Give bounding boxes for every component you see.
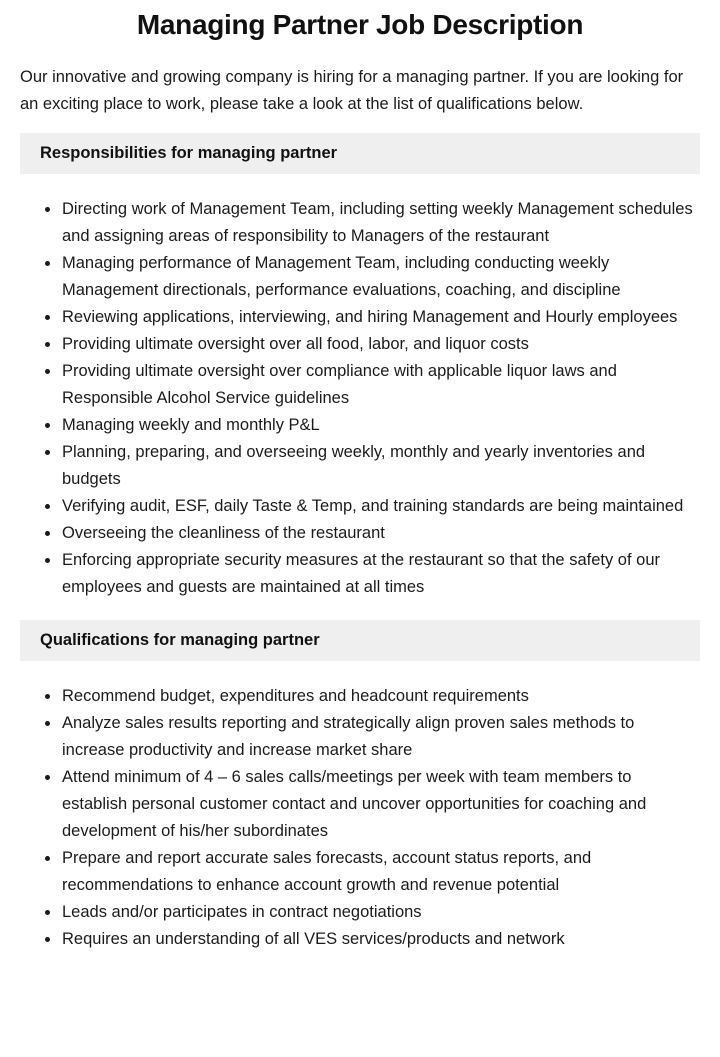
responsibilities-section-heading: Responsibilities for managing partner <box>20 133 700 174</box>
bullet-item: • Planning, preparing, and overseeing weekly, monthly and yearly inventories and budgets <box>61 439 700 493</box>
qualifications-section-heading: Qualifications for managing partner <box>20 620 700 661</box>
bullet-item: • Managing performance of Management Team, including conducting weekly Management directionals, performance evaluations, coaching, and discipline <box>61 250 700 304</box>
qualifications-list <box>20 683 700 953</box>
bullet-item: • Directing work of Management Team, including setting weekly Management schedules and assigning areas of responsibility to Managers of the restaurant <box>61 196 700 250</box>
bullet-item: • Managing weekly and monthly P&L <box>61 412 700 439</box>
bullet-item: • Requires an understanding of all VES services/products and network <box>61 926 700 953</box>
bullet-item: • Leads and/or participates in contract negotiations <box>61 899 700 926</box>
intro-paragraph: Our innovative and growing company is hiring for a managing partner. If you are looking for an exciting place to work, please take a look at the list of qualifications below. <box>20 67 684 113</box>
bullet-item: • Enforcing appropriate security measures at the restaurant so that the safety of our employees and guests are maintained at all times <box>61 547 700 601</box>
responsibilities-list <box>20 196 700 601</box>
bullet-item: • Prepare and report accurate sales forecasts, account status reports, and recommendations to enhance account growth and revenue potential <box>61 845 700 899</box>
bullet-item: • Providing ultimate oversight over all food, labor, and liquor costs <box>61 331 700 358</box>
bullet-item: • Recommend budget, expenditures and headcount requirements <box>61 683 700 710</box>
bullet-item: • Analyze sales results reporting and strategically align proven sales methods to increase productivity and increase market share <box>61 710 700 764</box>
bullet-item: • Overseeing the cleanliness of the restaurant <box>61 520 700 547</box>
bullet-item: • Reviewing applications, interviewing, and hiring Management and Hourly employees <box>61 304 700 331</box>
bullet-item: • Attend minimum of 4 – 6 sales calls/meetings per week with team members to establish personal customer contact and uncover opportunities for coaching and development of his/her subordinates <box>61 764 700 845</box>
bullet-item: • Providing ultimate oversight over compliance with applicable liquor laws and Responsible Alcohol Service guidelines <box>61 358 700 412</box>
page-title: Managing Partner Job Description <box>136 9 584 40</box>
bullet-item: • Verifying audit, ESF, daily Taste & Temp, and training standards are being maintained <box>61 493 700 520</box>
